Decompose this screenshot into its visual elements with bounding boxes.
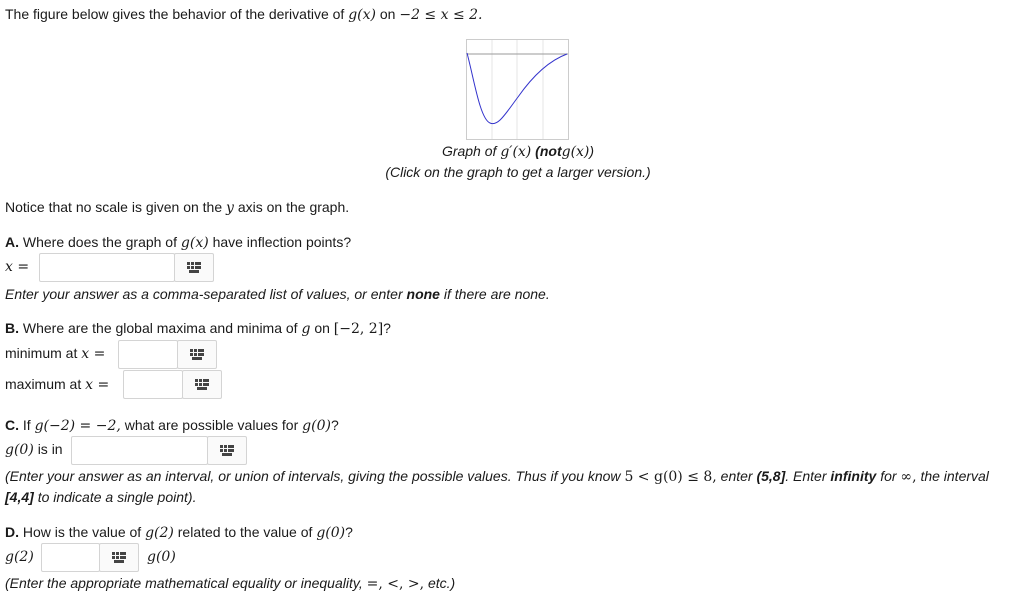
partA-instruction <box>5 286 550 302</box>
caption-hint: (Click on the graph to get a larger version.) <box>385 164 651 180</box>
caption-not-func: g(x) <box>561 144 590 160</box>
partB-min-keyboard-button[interactable] <box>177 340 217 369</box>
partC-instr-bold1: (5,8] <box>756 468 786 484</box>
partD-instr-symbols: =, <, >, <box>366 576 425 592</box>
partD-keyboard-button[interactable] <box>99 543 139 572</box>
partB-min-var: x = <box>81 346 106 362</box>
partC-instr-6: to indicate a single point). <box>37 489 197 505</box>
partA-question <box>5 234 351 251</box>
partA-answer-label: x = <box>5 259 30 275</box>
partC-answer-text: is in <box>37 441 63 457</box>
partC-instruction-line2 <box>5 489 196 505</box>
graph-caption <box>330 143 706 160</box>
partA-instr-before: Enter your answer as a comma-separated list of values, or enter <box>5 286 403 302</box>
notice-text <box>5 199 349 216</box>
partD-question <box>5 524 353 541</box>
partD-q-before: How is the value of <box>22 524 142 540</box>
notice-before: Notice that no scale is given on the <box>5 199 223 215</box>
partA-label: A. <box>5 234 19 250</box>
partB-qmark: ? <box>383 320 391 336</box>
caption-func: g′(x) <box>500 144 532 160</box>
notice-after: axis on the graph. <box>237 199 350 215</box>
partC-func: g(0) <box>302 418 331 434</box>
partD-func2: g(0) <box>316 525 346 541</box>
intro-func: g(x) <box>348 7 376 23</box>
intro-text <box>5 6 483 23</box>
keyboard-icon <box>220 445 234 457</box>
partC-instruction-line1 <box>5 468 989 485</box>
partD-right: g(0) <box>147 549 176 565</box>
derivative-graph[interactable] <box>466 39 569 140</box>
partD-label: D. <box>5 524 19 540</box>
intro-on: on <box>379 6 396 22</box>
partB-min-input[interactable] <box>118 340 178 369</box>
partB-func: g <box>301 321 311 337</box>
partC-question <box>5 417 339 434</box>
partC-instr-inf: ∞, <box>900 469 917 485</box>
partA-instr-after: if there are none. <box>443 286 550 302</box>
partC-answer-input[interactable] <box>71 436 208 465</box>
partA-q-after: have inflection points? <box>212 234 352 250</box>
partA-func: g(x) <box>180 235 209 251</box>
partD-instr-1: (Enter the appropriate mathematical equality or inequality, <box>5 575 363 591</box>
partD-relation-input[interactable] <box>41 543 100 572</box>
partB-question <box>5 320 391 337</box>
partC-instr-3: . Enter <box>785 468 827 484</box>
keyboard-icon <box>190 349 204 361</box>
partB-max-label <box>5 376 109 393</box>
partA-keyboard-button[interactable] <box>174 253 214 282</box>
partC-label: C. <box>5 417 19 433</box>
keyboard-icon <box>187 262 201 274</box>
intro-before: The figure below gives the behavior of the derivative of <box>5 6 345 22</box>
partC-if: If <box>22 417 31 433</box>
partC-q-after: what are possible values for <box>124 417 299 433</box>
partB-label: B. <box>5 320 19 336</box>
caption-not: (not <box>535 143 562 159</box>
partB-interval: [−2, 2] <box>333 321 384 337</box>
keyboard-icon <box>112 552 126 564</box>
partB-min-label <box>5 345 105 362</box>
partA-q-before: Where does the graph of <box>22 234 177 250</box>
partB-max-var: x = <box>85 377 110 393</box>
partD-func1: g(2) <box>145 525 174 541</box>
partC-instr-bold3: [4,4] <box>5 489 34 505</box>
partB-q-before: Where are the global maxima and minima of <box>22 320 298 336</box>
partB-max-text: maximum at <box>5 376 82 392</box>
partB-on: on <box>314 320 330 336</box>
partD-q-mid: related to the value of <box>177 524 313 540</box>
caption-pre: Graph of <box>441 143 497 159</box>
partC-instr-2: enter <box>720 468 753 484</box>
graph-hint <box>330 164 706 180</box>
partB-min-text: minimum at <box>5 345 78 361</box>
partD-qmark: ? <box>345 524 353 540</box>
partC-answer-label <box>5 441 63 458</box>
partD-instruction <box>5 575 455 592</box>
partC-condition: g(−2) = −2, <box>34 418 121 434</box>
partC-keyboard-button[interactable] <box>207 436 247 465</box>
caption-close: ) <box>589 143 595 159</box>
partB-max-keyboard-button[interactable] <box>182 370 222 399</box>
partC-instr-bold2: infinity <box>830 468 877 484</box>
partC-qmark: ? <box>330 417 339 433</box>
intro-range: −2 ≤ x ≤ 2. <box>399 7 483 23</box>
graph-svg[interactable] <box>466 39 569 140</box>
partA-instr-bold: none <box>406 286 440 302</box>
partA-answer-input[interactable] <box>39 253 175 282</box>
partC-instr-4: for <box>880 468 897 484</box>
partD-left: g(2) <box>5 549 34 565</box>
partC-instr-1: (Enter your answer as an interval, or union of intervals, giving the possible values. Thus if you know <box>5 468 621 484</box>
partD-instr-2: etc.) <box>427 575 456 591</box>
notice-var: y <box>226 200 234 216</box>
partC-answer-func: g(0) <box>5 442 34 458</box>
partB-max-input[interactable] <box>123 370 183 399</box>
keyboard-icon <box>195 379 209 391</box>
partC-instr-5: the interval <box>920 468 989 484</box>
partC-instr-math: 5 < g(0) ≤ 8, <box>624 469 717 485</box>
